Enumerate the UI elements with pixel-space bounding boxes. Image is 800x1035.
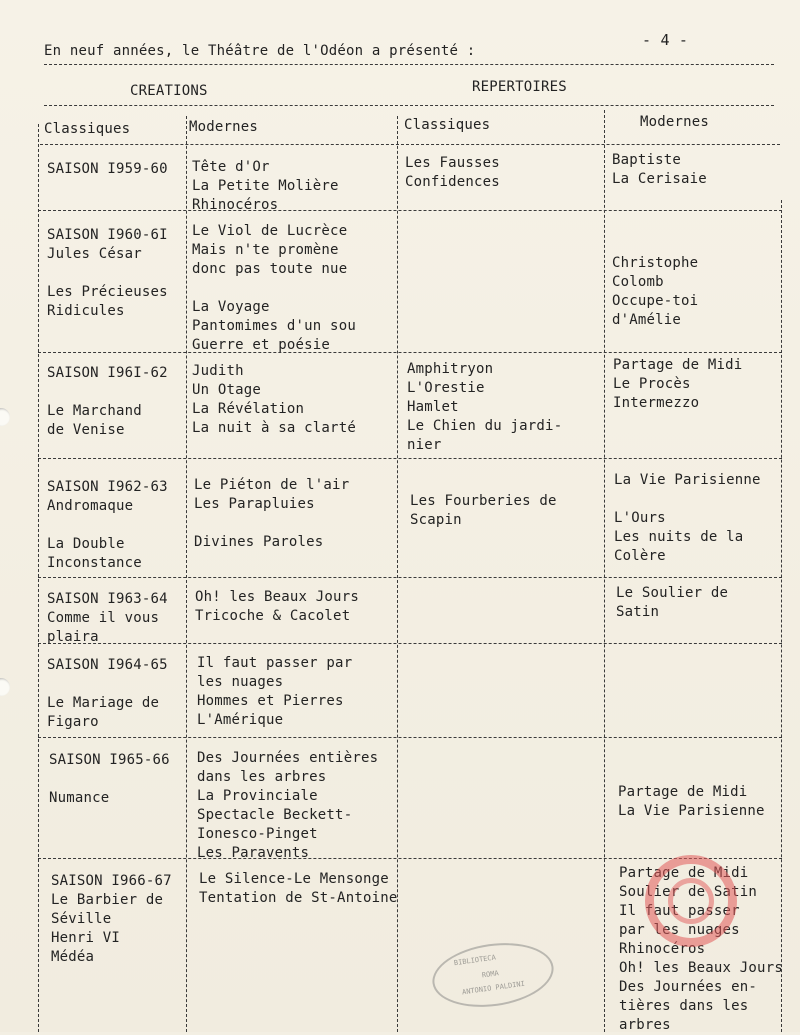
title: La Voyage (192, 299, 270, 315)
title: Intermezzo (613, 395, 700, 411)
title: Soulier de Satin (619, 884, 758, 900)
title: Des Journées entières (197, 750, 379, 766)
title: La Vie Parisienne (618, 803, 765, 819)
punch-hole (0, 408, 10, 426)
title: Figaro (47, 714, 99, 730)
stamp-text: BIBLIOTECA (453, 953, 497, 968)
title: Andromaque (47, 498, 134, 514)
row-rule (38, 210, 782, 211)
title: Amphitryon (407, 361, 494, 377)
title: plaira (47, 629, 99, 645)
row-rule (38, 352, 782, 353)
title: Colomb (612, 274, 664, 290)
title: La Petite Molière (192, 178, 339, 194)
title: Oh! les Beaux Jours (195, 589, 359, 605)
punch-hole (0, 678, 10, 696)
title: Rhinocéros (192, 197, 279, 213)
red-library-stamp (645, 855, 737, 947)
title: d'Amélie (612, 312, 682, 328)
season-label: SAISON I966-67 (51, 873, 172, 889)
title: de Venise (47, 422, 125, 438)
title: Des Journées en- (619, 979, 758, 995)
header-repertoires: REPERTOIRES (472, 79, 567, 95)
season-label: SAISON I965-66 (49, 752, 170, 768)
header-rule (44, 105, 774, 106)
season-label: SAISON I96I-62 (47, 365, 168, 381)
title: par les nuages (619, 922, 740, 938)
title: La Provinciale (197, 788, 318, 804)
title: Colère (614, 548, 666, 564)
title: Partage de Midi (618, 784, 748, 800)
title: donc pas toute nue (192, 261, 348, 277)
title: Le Procès (613, 376, 691, 392)
col-divider-right (781, 200, 782, 1032)
title: Judith (192, 363, 244, 379)
title: Les Précieuses (47, 284, 168, 300)
title: Tricoche & Cacolet (195, 608, 351, 624)
title: Spectacle Beckett- (197, 807, 353, 823)
title: Hamlet (407, 399, 459, 415)
subheader-creations-modernes: Modernes (189, 119, 259, 135)
col-divider-left (38, 124, 39, 1032)
title: Le Barbier de (51, 892, 164, 908)
subheader-creations-classiques: Classiques (44, 121, 131, 137)
subheader-rule (40, 144, 780, 145)
title: Partage de Midi (619, 865, 749, 881)
row-rule (38, 458, 782, 459)
title: Un Otage (192, 382, 262, 398)
title: Comme il vous (47, 610, 160, 626)
title: Christophe (612, 255, 699, 271)
title: Les Fausses (405, 155, 500, 171)
season-label: SAISON I962-63 (47, 479, 168, 495)
title: Séville (51, 911, 112, 927)
title: Le Chien du jardi- (407, 418, 563, 434)
title: Baptiste (612, 152, 682, 168)
title: Médéa (51, 949, 95, 965)
title: arbres (619, 1017, 671, 1033)
title: Rhinocéros (619, 941, 706, 957)
title: les nuages (197, 674, 284, 690)
title: Pantomimes d'un sou (192, 318, 356, 334)
row-rule (38, 577, 782, 578)
title: Tentation de St-Antoine (199, 890, 398, 906)
col-divider-3 (604, 110, 605, 1032)
page-number: - 4 - (642, 31, 689, 49)
title: La Cerisaie (612, 171, 707, 187)
subheader-repertoires-modernes: Modernes (640, 114, 710, 130)
row-rule (38, 643, 782, 644)
header-creations: CREATIONS (130, 83, 208, 99)
season-label: SAISON I963-64 (47, 591, 168, 607)
title: La nuit à sa clarté (192, 420, 356, 436)
title: Il faut passer par (197, 655, 353, 671)
title: Partage de Midi (613, 357, 743, 373)
title: Le Silence-Le Mensonge (199, 871, 389, 887)
title: Le Mariage de (47, 695, 160, 711)
title: Satin (616, 604, 660, 620)
title: Jules César (47, 246, 142, 262)
library-stamp (428, 936, 557, 1014)
title: Occupe-toi (612, 293, 699, 309)
title: Mais n'te promène (192, 242, 339, 258)
title: Les Parapluies (194, 496, 315, 512)
title: Le Marchand (47, 403, 142, 419)
title: Guerre et poésie (192, 337, 331, 353)
title: Ionesco-Pinget (197, 826, 318, 842)
title: Oh! les Beaux Jours (619, 960, 783, 976)
title: Scapin (410, 512, 462, 528)
title: La Révélation (192, 401, 305, 417)
title: L'Orestie (407, 380, 485, 396)
title: La Double (47, 536, 125, 552)
title: La Vie Parisienne (614, 472, 761, 488)
stamp-text: ROMA (481, 969, 500, 980)
title: Henri VI (51, 930, 121, 946)
title: Numance (49, 790, 110, 806)
col-divider-1 (186, 116, 187, 1032)
stamp-text: ANTONIO PALDINI (461, 979, 526, 997)
season-label: SAISON I960-6I (47, 227, 168, 243)
top-rule (44, 64, 774, 65)
title: Tête d'Or (192, 159, 270, 175)
title: Les Paravents (197, 845, 310, 861)
title: Confidences (405, 174, 500, 190)
subheader-repertoires-classiques: Classiques (404, 117, 491, 133)
title: nier (407, 437, 442, 453)
intro-text: En neuf années, le Théâtre de l'Odéon a présenté : (44, 43, 476, 59)
title: Hommes et Pierres (197, 693, 344, 709)
title: Le Viol de Lucrèce (192, 223, 348, 239)
title: Les nuits de la (614, 529, 744, 545)
title: Divines Paroles (194, 534, 324, 550)
title: L'Ours (614, 510, 666, 526)
row-rule (38, 737, 782, 738)
title: Le Piéton de l'air (194, 477, 350, 493)
season-label: SAISON I964-65 (47, 657, 168, 673)
title: Les Fourberies de (410, 493, 557, 509)
title: Il faut passer (619, 903, 740, 919)
title: Le Soulier de (616, 585, 729, 601)
season-label: SAISON I959-60 (47, 161, 168, 177)
title: dans les arbres (197, 769, 327, 785)
title: Ridicules (47, 303, 125, 319)
title: L'Amérique (197, 712, 284, 728)
title: Inconstance (47, 555, 142, 571)
title: tières dans les (619, 998, 749, 1014)
